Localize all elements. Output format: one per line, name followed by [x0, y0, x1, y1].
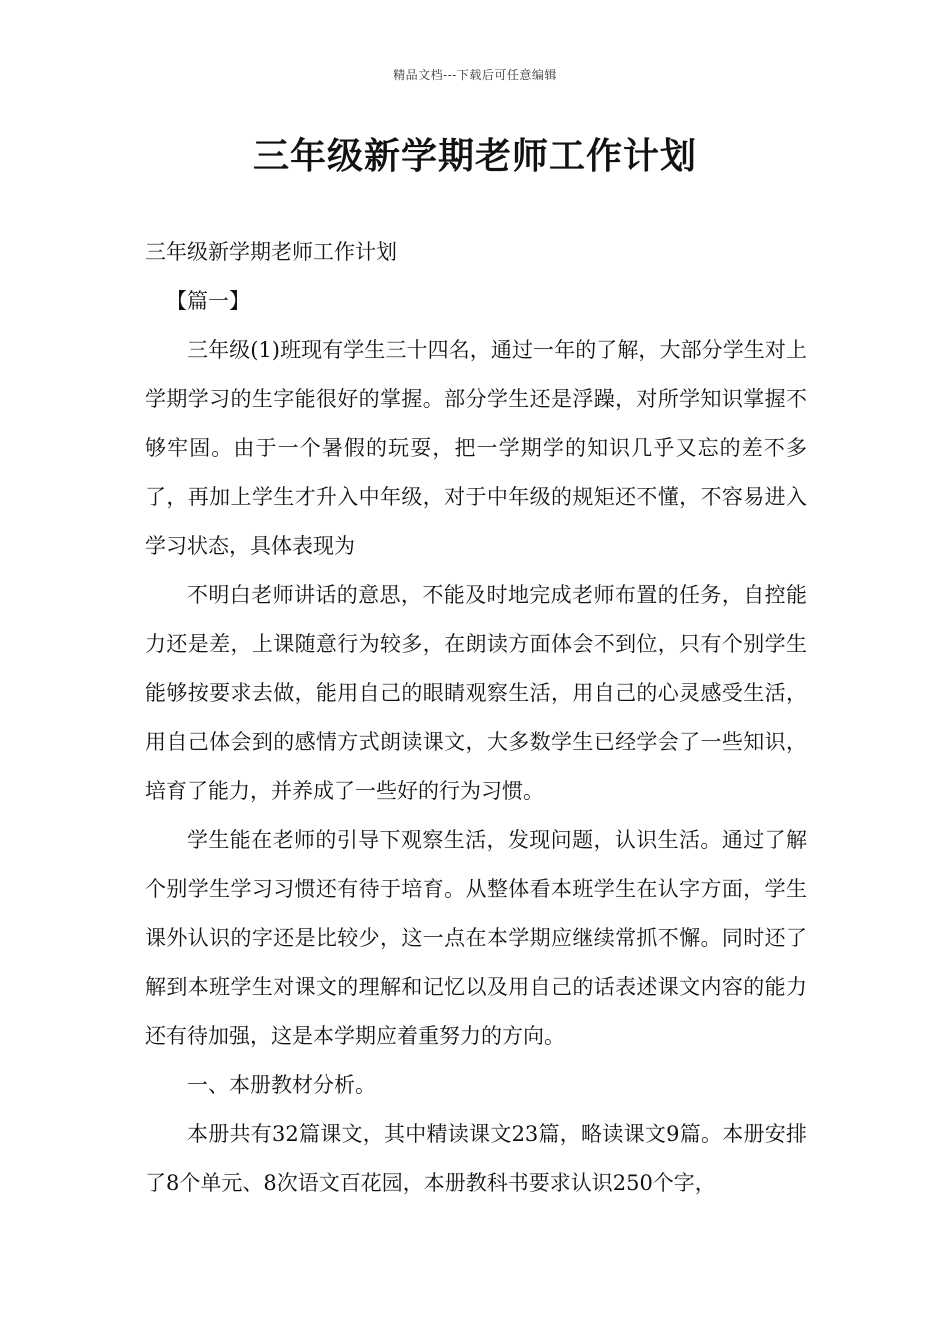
- paragraph: 本册共有32篇课文，其中精读课文23篇，略读课文9篇。本册安排了8个单元、8次语文百花园，本册教科书要求认识250个字，: [145, 1122, 807, 1195]
- header-note: 精品文档---下载后可任意编辑: [393, 68, 557, 82]
- document-body: [145, 228, 807, 1208]
- paragraph: 学生能在老师的引导下观察生活，发现问题，认识生活。通过了解个别学生学习习惯还有待于培育。从整体看本班学生在认字方面，学生课外认识的字还是比较少，这一点在本学期应继续常抓不懈。同时还了解到本班学生对课文的理解和记忆以及用自己的话表述课文内容的能力还有待加强，这是本学期应着重努力的方向。: [145, 828, 807, 1048]
- paragraph: 三年级(1)班现有学生三十四名，通过一年的了解，大部分学生对上学期学习的生字能很好的掌握。部分学生还是浮躁，对所学知识掌握不够牢固。由于一个暑假的玩耍，把一学期学的知识几乎又忘的差不多了，再加上学生才升入中年级，对于中年级的规矩还不懂，不容易进入学习状态，具体表现为: [145, 338, 807, 558]
- document-title: 三年级新学期老师工作计划: [252, 135, 697, 177]
- paragraph: 不明白老师讲话的意思，不能及时地完成老师布置的任务，自控能力还是差，上课随意行为较多，在朗读方面体会不到位，只有个别学生能够按要求去做，能用自己的眼睛观察生活，用自己的心灵感受生活，用自己体会到的感情方式朗读课文，大多数学生已经学会了一些知识，培育了能力，并养成了一些好的行为习惯。: [145, 583, 807, 803]
- subtitle: 三年级新学期老师工作计划: [145, 240, 397, 264]
- section-heading: 一、本册教材分析。: [187, 1073, 376, 1097]
- section-tag: 【篇一】: [166, 289, 250, 313]
